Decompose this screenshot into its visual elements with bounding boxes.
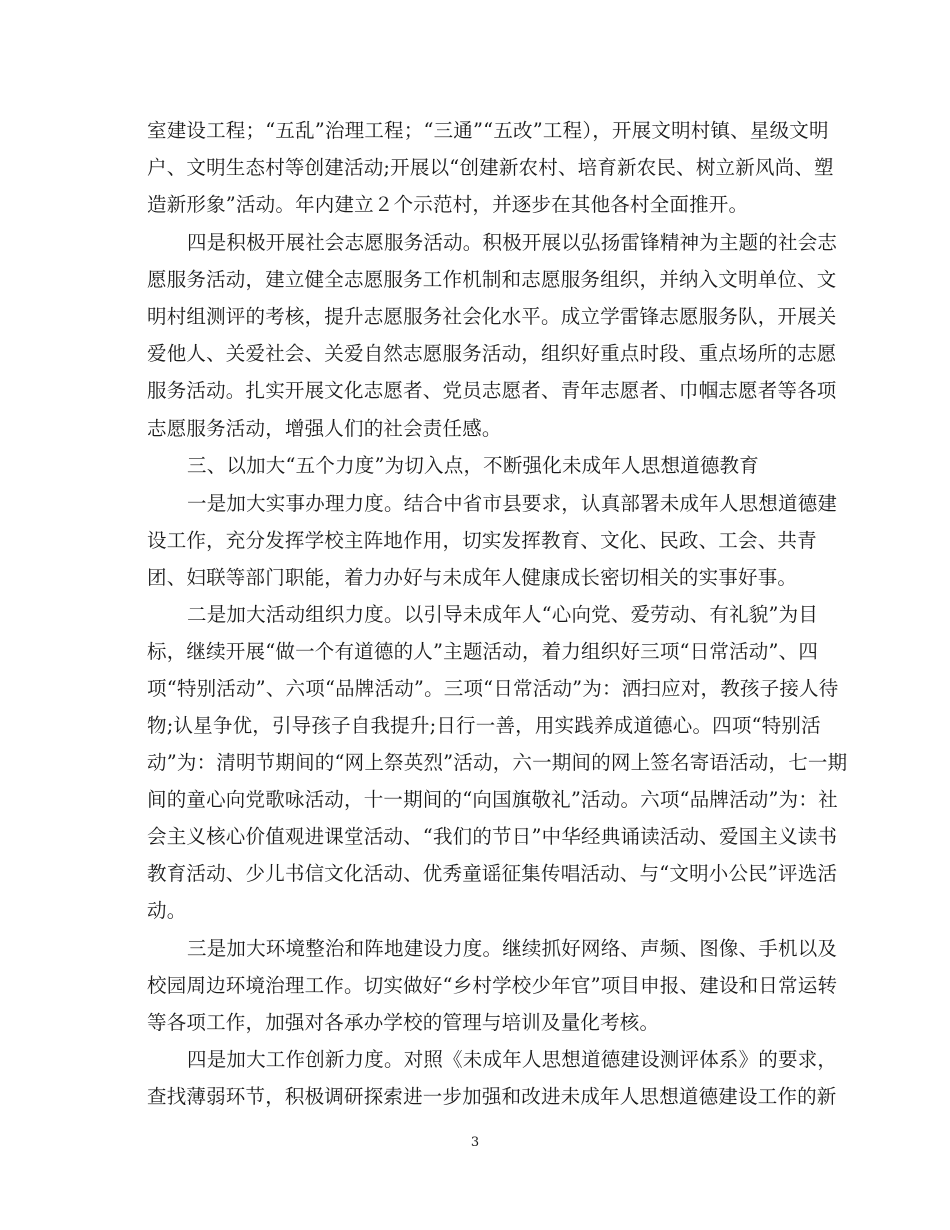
text-line: 等各项工作，加强对各承办学校的管理与培训及量化考核。 bbox=[147, 1011, 660, 1034]
text-line: 团、妇联等部门职能，着力办好与未成年人健康成长密切相关的实事好事。 bbox=[147, 566, 798, 589]
text-line: 爱他人、关爱社会、关爱自然志愿服务活动，组织好重点时段、重点场所的志愿 bbox=[147, 342, 837, 365]
text-line: 教育活动、少儿书信文化活动、优秀童谣征集传唱活动、与“文明小公民”评选活 bbox=[147, 862, 838, 885]
text-line: 查找薄弱环节，积极调研探索进一步加强和改进未成年人思想道德建设工作的新 bbox=[147, 1085, 837, 1108]
text-line: 动。 bbox=[147, 899, 187, 922]
paragraph-first-line: 四是积极开展社会志愿服务活动。积极开展以弘扬雷锋精神为主题的社会志 bbox=[187, 231, 838, 254]
text-line: 设工作，充分发挥学校主阵地作用，切实发挥教育、文化、民政、工会、共青 bbox=[147, 529, 817, 552]
text-line: 会主义核心价值观进课堂活动、“我们的节日”中华经典诵读活动、爱国主义读书 bbox=[147, 825, 838, 848]
text-line: 服务活动。扎实开展文化志愿者、党员志愿者、青年志愿者、巾帼志愿者等各项 bbox=[147, 379, 837, 402]
text-line: 标，继续开展“做一个有道德的人”主题活动，着力组织好三项“日常活动”、四 bbox=[147, 640, 819, 663]
text-line: 校园周边环境治理工作。切实做好“乡村学校少年官”项目申报、建设和日常运转 bbox=[147, 974, 838, 997]
page-number: 3 bbox=[470, 1135, 480, 1150]
paragraph-first-line: 三是加大环境整治和阵地建设力度。继续抓好网络、声频、图像、手机以及 bbox=[187, 937, 838, 960]
text-line: 间的童心向党歌咏活动，十一期间的“向国旗敬礼”活动。六项“品牌活动”为：社 bbox=[147, 788, 838, 811]
section-heading: 三、以加大“五个力度”为切入点，不断强化未成年人思想道德教育 bbox=[187, 454, 759, 477]
text-line: 项“特别活动”、六项“品牌活动”。三项“日常活动”为：洒扫应对，教孩子接人待 bbox=[147, 677, 839, 700]
paragraph-first-line: 一是加大实事办理力度。结合中省市县要求，认真部署未成年人思想道德建 bbox=[187, 492, 838, 515]
text-line: 物;认星争优，引导孩子自我提升;日行一善，用实践养成道德心。四项“特别活 bbox=[147, 714, 821, 737]
text-line: 明村组测评的考核，提升志愿服务社会化水平。成立学雷锋志愿服务队，开展关 bbox=[147, 305, 837, 328]
text-line: 志愿服务活动，增强人们的社会责任感。 bbox=[147, 417, 502, 440]
text-line: 户、文明生态村等创建活动;开展以“创建新农村、培育新农民、树立新风尚、塑 bbox=[147, 156, 834, 179]
paragraph-first-line: 四是加大工作创新力度。对照《未成年人思想道德建设测评体系》的要求， bbox=[187, 1048, 838, 1071]
paragraph-first-line: 二是加大活动组织力度。以引导未成年人“心向党、爱劳动、有礼貌”为目 bbox=[187, 603, 819, 626]
text-line: 室建设工程；“五乱”治理工程；“三通”“五改”工程），开展文明村镇、星级文明 bbox=[147, 119, 829, 142]
text-line: 造新形象”活动。年内建立２个示范村，并逐步在其他各村全面推开。 bbox=[147, 193, 749, 216]
text-line: 愿服务活动，建立健全志愿服务工作机制和志愿服务组织，并纳入文明单位、文 bbox=[147, 268, 837, 291]
text-line: 动”为：清明节期间的“网上祭英烈”活动，六一期间的网上签名寄语活动，七一期 bbox=[147, 751, 848, 774]
